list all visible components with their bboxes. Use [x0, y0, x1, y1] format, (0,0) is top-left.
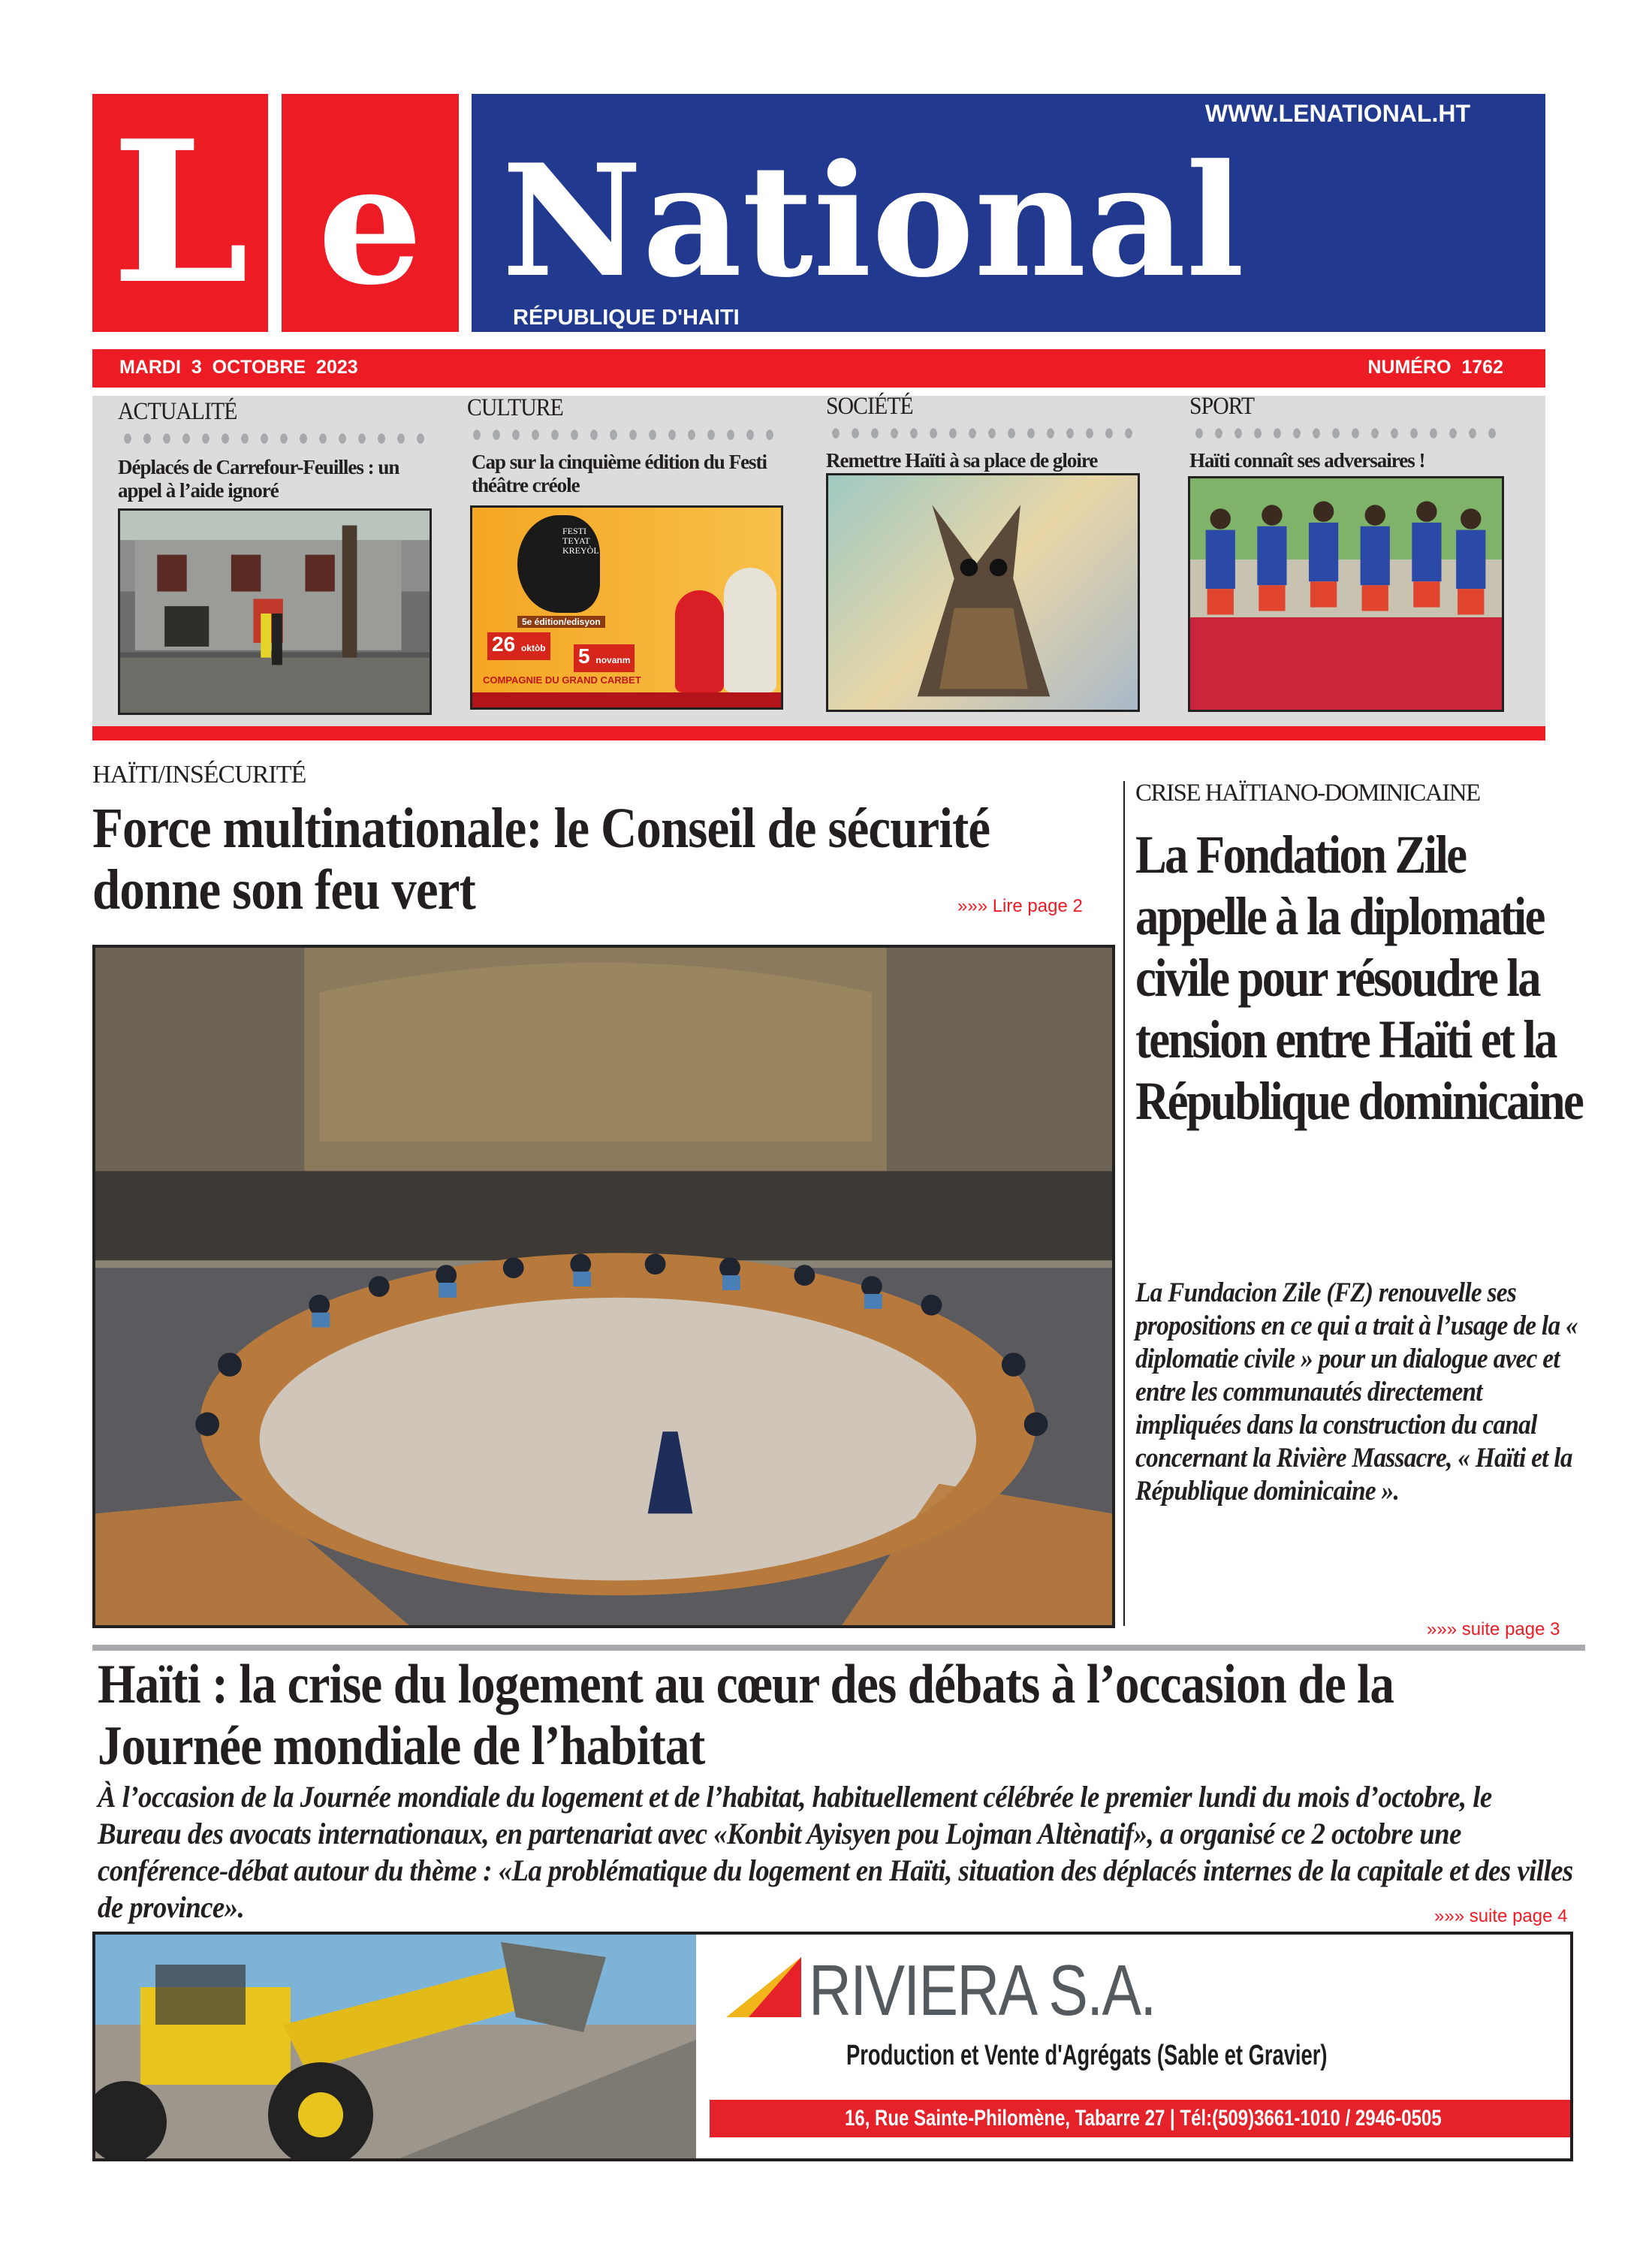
sport-team-photo[interactable] — [1188, 476, 1504, 712]
side-headline[interactable]: La Fondation Zile appelle à la diplomatie civile pour résoudre la tension entre Haïti et la République dominicaine — [1135, 825, 1583, 1131]
section-headline[interactable]: Haïti connaît ses adversaires ! — [1189, 449, 1425, 472]
societe-painting[interactable] — [826, 473, 1140, 712]
ad-brand-logo-mark-red — [749, 1957, 801, 2017]
dot-divider — [826, 428, 1141, 439]
logo-national-box — [472, 94, 1545, 332]
dot-divider — [467, 430, 782, 440]
lead-photo-security-council[interactable] — [92, 945, 1115, 1628]
side-summary: La Fundacion Zile (FZ) renouvelle ses propositions en ce qui a trait à l’usage de la « diplomatie civile » pour un dialogue avec et entre les communautés directement impliquées dans la construction du canal concernant la Rivière Massacre, « Haïti et la République dominicaine ». — [1135, 1277, 1578, 1507]
poster-actor — [724, 568, 776, 692]
section-headline[interactable]: Remettre Haïti à sa place de gloire — [826, 449, 1098, 472]
section-title: CULTURE — [467, 394, 563, 421]
section-societe[interactable] — [826, 393, 1141, 472]
ad-address-bar — [710, 2100, 1573, 2137]
lead-headline[interactable]: Force multinationale: le Conseil de sécurité donne son feu vert — [92, 797, 990, 921]
security-council-chamber — [95, 948, 1112, 1625]
ad-address: 16, Rue Sainte-Philomène, Tabarre 27 | Tél:(509)3661-1010 / 2946-0505 — [845, 2106, 1442, 2131]
website-url[interactable]: WWW.LENATIONAL.HT — [1204, 100, 1470, 127]
lead-read-more-link[interactable]: »»» Lire page 2 — [957, 896, 1083, 916]
lead-kicker: HAÏTI/INSÉCURITÉ — [92, 761, 306, 789]
housing-read-more-link[interactable]: »»» suite page 4 — [1434, 1906, 1568, 1926]
sections-bottom-rule — [92, 726, 1545, 740]
housing-headline[interactable]: Haïti : la crise du logement au cœur des débats à l’occasion de la Journée mondiale de l’habitat — [98, 1654, 1394, 1777]
section-headline[interactable]: Cap sur la cinquième édition du Festi théâtre créole — [472, 451, 767, 496]
logo-e: e — [318, 127, 423, 321]
section-sport[interactable] — [1189, 393, 1505, 472]
poster-edition: 5e édition/edisyon — [517, 616, 605, 628]
side-kicker: CRISE HAÏTIANO-DOMINICAINE — [1135, 780, 1480, 807]
section-title: ACTUALITÉ — [118, 398, 237, 425]
section-title: SOCIÉTÉ — [826, 393, 913, 420]
dot-divider — [118, 433, 433, 444]
section-rule — [92, 1645, 1585, 1651]
date-bar — [92, 349, 1545, 388]
country-label: RÉPUBLIQUE D'HAITI — [513, 306, 740, 330]
logo-l: L — [111, 98, 249, 327]
logo-l-box — [92, 94, 268, 332]
column-divider — [1123, 781, 1125, 1626]
actualite-photo[interactable] — [118, 508, 432, 715]
painted-figure — [828, 475, 1138, 710]
logo-e-box — [282, 94, 459, 332]
poster-footer — [472, 692, 781, 707]
poster-company: COMPAGNIE DU GRAND CARBET — [483, 674, 641, 686]
section-title: SPORT — [1189, 393, 1255, 420]
issue-date: MARDI 3 OCTOBRE 2023 — [119, 357, 358, 378]
section-culture[interactable] — [467, 394, 782, 497]
players-illustration — [1190, 478, 1502, 710]
ad-brand-name: RIVIERA S.A. — [809, 1950, 1156, 2031]
section-headline[interactable]: Déplacés de Carrefour-Feuilles : un appel à l’aide ignoré — [118, 456, 399, 502]
wheel-loader-illustration — [95, 1935, 696, 2160]
poster-actress — [675, 590, 724, 692]
logo-national: National — [502, 131, 1245, 312]
poster-date-2: 5 novanm — [574, 644, 635, 672]
building-illustration — [120, 511, 430, 713]
ad-loader-photo — [95, 1935, 696, 2160]
culture-poster[interactable] — [470, 505, 783, 710]
dot-divider — [1189, 428, 1505, 439]
poster-title: FESTI TEYAT KREYÒL — [562, 526, 599, 556]
section-actualite[interactable] — [118, 398, 433, 502]
housing-summary: À l’occasion de la Journée mondiale du logement et de l’habitat, habituellement célébrée le premier lundi du mois d’octobre, le Bureau des avocats internationaux, en partenariat avec «Konbit Ayisyen pou Lojman Altènatif», a organisé ce 2 octobre une conférence-débat autour du thème : «La problématique du logement en Haïti, situation des déplacés internes de la capitale et des villes de province». — [98, 1780, 1573, 1924]
poster-date-1: 26 oktòb — [487, 632, 550, 660]
issue-number: NUMÉRO 1762 — [1367, 357, 1503, 378]
ad-tagline: Production et Vente d'Agrégats (Sable et Gravier) — [846, 2040, 1328, 2071]
riviera-advertisement[interactable] — [92, 1932, 1573, 2161]
side-read-more-link[interactable]: »»» suite page 3 — [1427, 1619, 1560, 1639]
